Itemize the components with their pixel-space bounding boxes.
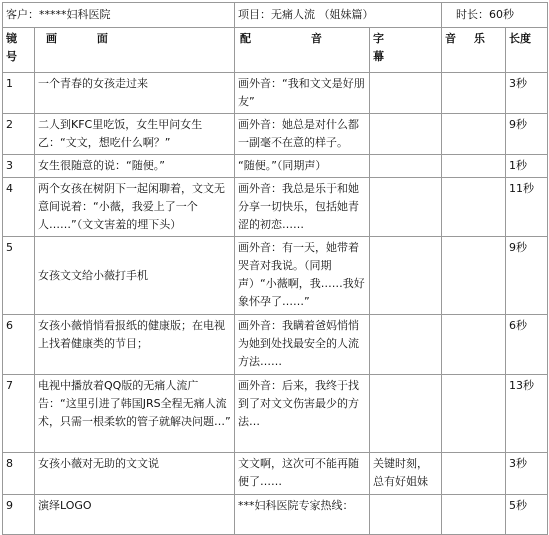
row-no: 3	[3, 155, 35, 178]
row-length: 9秒	[506, 237, 548, 315]
row-picture: 二人到KFC里吃饭，女生甲问女生乙：“文文，想吃什么啊？”	[35, 114, 235, 155]
row-voice: 画外音：后来，我终于找到了对文文伤害最少的方法…	[235, 375, 370, 453]
table-row	[3, 237, 548, 315]
col-voice-b: 音	[310, 32, 322, 45]
duration-cell: 时长：60秒	[442, 3, 548, 28]
row-picture: 女孩小薇对无助的文文说	[35, 453, 235, 495]
col-subtitle-a: 字	[373, 32, 384, 45]
col-music	[442, 28, 506, 73]
header-row	[3, 3, 548, 28]
row-length: 1秒	[506, 155, 548, 178]
col-subtitle-b: 幕	[373, 50, 384, 63]
row-no: 5	[3, 237, 35, 315]
table-row	[3, 155, 548, 178]
row-music	[442, 73, 506, 114]
col-picture-b: 面	[96, 32, 108, 45]
table-row	[3, 453, 548, 495]
col-length: 长度	[506, 28, 548, 73]
row-subtitle	[370, 73, 442, 114]
row-picture: 演绎LOGO	[35, 495, 235, 535]
row-voice: “随便。”（同期声）	[235, 155, 370, 178]
column-header-row	[3, 28, 548, 73]
row-music	[442, 315, 506, 375]
row-no: 9	[3, 495, 35, 535]
row-picture: 电视中播放着QQ版的无痛人流广告：“这里引进了韩国JRS全程无痛人流术，只需一根柔软的管子就解决问题…”	[35, 375, 235, 453]
table-row	[3, 114, 548, 155]
row-subtitle	[370, 315, 442, 375]
row-music	[442, 237, 506, 315]
table-row	[3, 178, 548, 237]
row-picture: 一个青春的女孩走过来	[35, 73, 235, 114]
row-music	[442, 155, 506, 178]
row-no: 6	[3, 315, 35, 375]
col-shot-b: 号	[6, 50, 17, 63]
row-picture: 两个女孩在树阴下一起闲聊着，文文无意间说着：“小薇，我爱上了一个人……”（文文害羞的埋下头）	[35, 178, 235, 237]
col-voice	[235, 28, 370, 73]
col-shot	[3, 28, 35, 73]
client-cell: 客户：*****妇科医院	[3, 3, 235, 28]
row-no: 4	[3, 178, 35, 237]
row-picture: 女生很随意的说：“随便。”	[35, 155, 235, 178]
row-length: 9秒	[506, 114, 548, 155]
table-row	[3, 73, 548, 114]
project-cell: 项目：无痛人流 （姐妹篇）	[235, 3, 442, 28]
table-row	[3, 495, 548, 535]
row-no: 8	[3, 453, 35, 495]
row-music	[442, 453, 506, 495]
row-voice: 画外音：有一天，她带着哭音对我说。（同期声）“小薇啊，我……我好象怀孕了……”	[235, 237, 370, 315]
row-voice: 文文啊，这次可不能再随便了……	[235, 453, 370, 495]
row-length: 6秒	[506, 315, 548, 375]
row-voice: ***妇科医院专家热线：	[235, 495, 370, 535]
row-music	[442, 178, 506, 237]
table-row	[3, 315, 548, 375]
row-voice: 画外音：我总是乐于和她分享一切快乐，包括她青涩的初恋……	[235, 178, 370, 237]
col-music-b: 乐	[473, 32, 485, 45]
row-no: 1	[3, 73, 35, 114]
row-subtitle	[370, 495, 442, 535]
table-row	[3, 375, 548, 453]
row-subtitle	[370, 155, 442, 178]
row-picture: 女孩文文给小薇打手机	[35, 237, 235, 315]
storyboard-table	[2, 2, 548, 535]
row-length: 13秒	[506, 375, 548, 453]
col-subtitle	[370, 28, 442, 73]
storyboard-sheet	[2, 2, 547, 525]
row-length: 3秒	[506, 73, 548, 114]
row-no: 2	[3, 114, 35, 155]
row-voice: 画外音：她总是对什么都一副毫不在意的样子。	[235, 114, 370, 155]
row-picture: 女孩小薇悄悄看报纸的健康版；在电视上找着健康类的节目；	[35, 315, 235, 375]
row-voice: 画外音：“我和文文是好朋友”	[235, 73, 370, 114]
col-music-a: 音	[445, 32, 456, 45]
row-no: 7	[3, 375, 35, 453]
col-picture	[35, 28, 235, 73]
col-picture-a: 画	[46, 32, 57, 45]
row-subtitle	[370, 375, 442, 453]
row-length: 11秒	[506, 178, 548, 237]
row-music	[442, 375, 506, 453]
col-voice-a: 配	[240, 32, 251, 45]
row-subtitle	[370, 114, 442, 155]
col-shot-a: 镜	[6, 32, 17, 45]
row-length: 5秒	[506, 495, 548, 535]
row-subtitle: 关键时刻，总有好姐妹	[370, 453, 442, 495]
row-music	[442, 495, 506, 535]
row-length: 3秒	[506, 453, 548, 495]
row-subtitle	[370, 237, 442, 315]
row-subtitle	[370, 178, 442, 237]
row-voice: 画外音：我瞒着爸妈悄悄为她到处找最安全的人流方法……	[235, 315, 370, 375]
row-music	[442, 114, 506, 155]
